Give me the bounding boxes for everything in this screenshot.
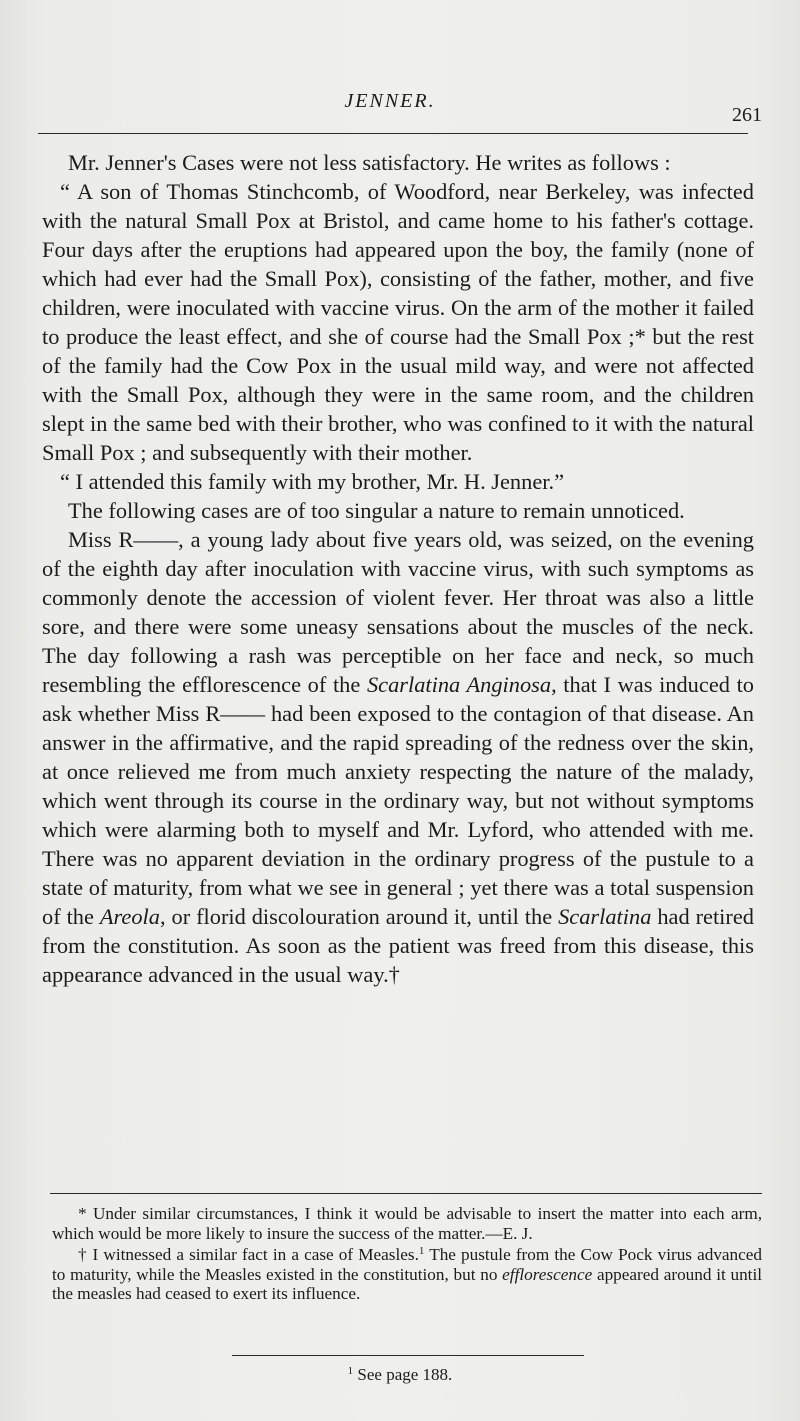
paragraph-text: but the rest of the family had the Cow Pox in the usual mild way, and were not affected with the Small Pox, although they were in the same room, and the children slept in the same bed with their brother, who was confined to it with the natural Small Pox ; and subsequently with their mother. <box>42 324 754 465</box>
footnote-text: The pustule from the Cow Pock virus advanced to maturity, while the Measles existed in the constitution, but no <box>52 1245 762 1284</box>
italic-term: Scarlatina <box>558 904 652 929</box>
reference-note <box>0 1365 800 1385</box>
reference-text: See page 188. <box>353 1365 453 1384</box>
running-header <box>0 90 800 126</box>
paragraph-text: , that I was induced to ask whether Miss R—— had been exposed to the contagion of that disease. An answer in the affirmative, and the rapid spreading of the redness over the skin, at once relieved me from much anxiety respecting the nature of the malady, which went through its course in the ordinary way, but not without symptoms which were alarming both to myself and Mr. Lyford, who attended with me. There was no apparent deviation in the ordinary progress of the pustule to a state of maturity, from what we see in general ; yet there was a total suspension of the <box>42 672 755 929</box>
footnote-asterisk: * Under similar circumstances, I think it would be advisable to insert the matter into each arm, which would be more likely to insure the success of the matter.—E. J. <box>52 1204 762 1243</box>
reference-rule <box>232 1355 584 1356</box>
header-rule <box>38 133 748 134</box>
footnote-text: appeared around it until the measles had ceased to exert its influence. <box>52 1264 763 1303</box>
footnote-dagger <box>52 1245 762 1304</box>
paragraph-miss-r-case <box>42 525 754 989</box>
italic-term: efflorescence <box>502 1264 593 1284</box>
reference-marker: 1 <box>418 1245 425 1257</box>
paragraph-text: , or florid discolouration around it, until the <box>159 904 559 929</box>
footnote-marker-dagger: † <box>388 962 400 987</box>
footnote-marker-asterisk: * <box>634 324 646 349</box>
italic-term: Areola <box>99 904 160 929</box>
reference-number: 1 <box>347 1365 354 1377</box>
paragraph-text: had retired from the constitution. As soon as the patient was freed from this disease, this appearance advanced in the usual way. <box>42 904 754 987</box>
footnotes <box>52 1204 762 1306</box>
running-title: JENNER. <box>344 90 436 112</box>
paragraph-intro: Mr. Jenner's Cases were not less satisfactory. He writes as follows : <box>68 150 671 175</box>
italic-term: Scarlatina Anginosa <box>366 672 552 697</box>
paragraph-text: “ A son of Thomas Stinchcomb, of Woodford, near Berkeley, was infected with the natural Small Pox at Bristol, and came home to his father's cottage. Four days after the eruptions had appeared upon the boy, the family (none of which had ever had the Small Pox), consisting of the father, mother, and five children, were inoculated with vaccine virus. On the arm of the mother it failed to produce the least effect, and she of course had the Small Pox ; <box>42 179 754 349</box>
paragraph-attendance: “ I attended this family with my brother, Mr. H. Jenner.” <box>60 469 565 494</box>
page-number: 261 <box>732 104 762 126</box>
main-text <box>42 148 754 989</box>
paragraph-transition: The following cases are of too singular a nature to remain unnoticed. <box>68 498 685 523</box>
footnote-rule <box>50 1193 762 1194</box>
paragraph-text: Miss R——, a young lady about five years old, was seized, on the evening of the eighth day after inoculation with vaccine virus, with such symptoms as commonly denote the accession of violent fever. Her throat was also a little sore, and there were some uneasy sensations about the muscles of the neck. The day following a rash was perceptible on her face and neck, so much resembling the efflorescence of the <box>42 527 754 697</box>
footnote-text: † I witnessed a similar fact in a case of Measles. <box>78 1245 419 1264</box>
paragraph-stinchcomb-case <box>42 177 754 467</box>
